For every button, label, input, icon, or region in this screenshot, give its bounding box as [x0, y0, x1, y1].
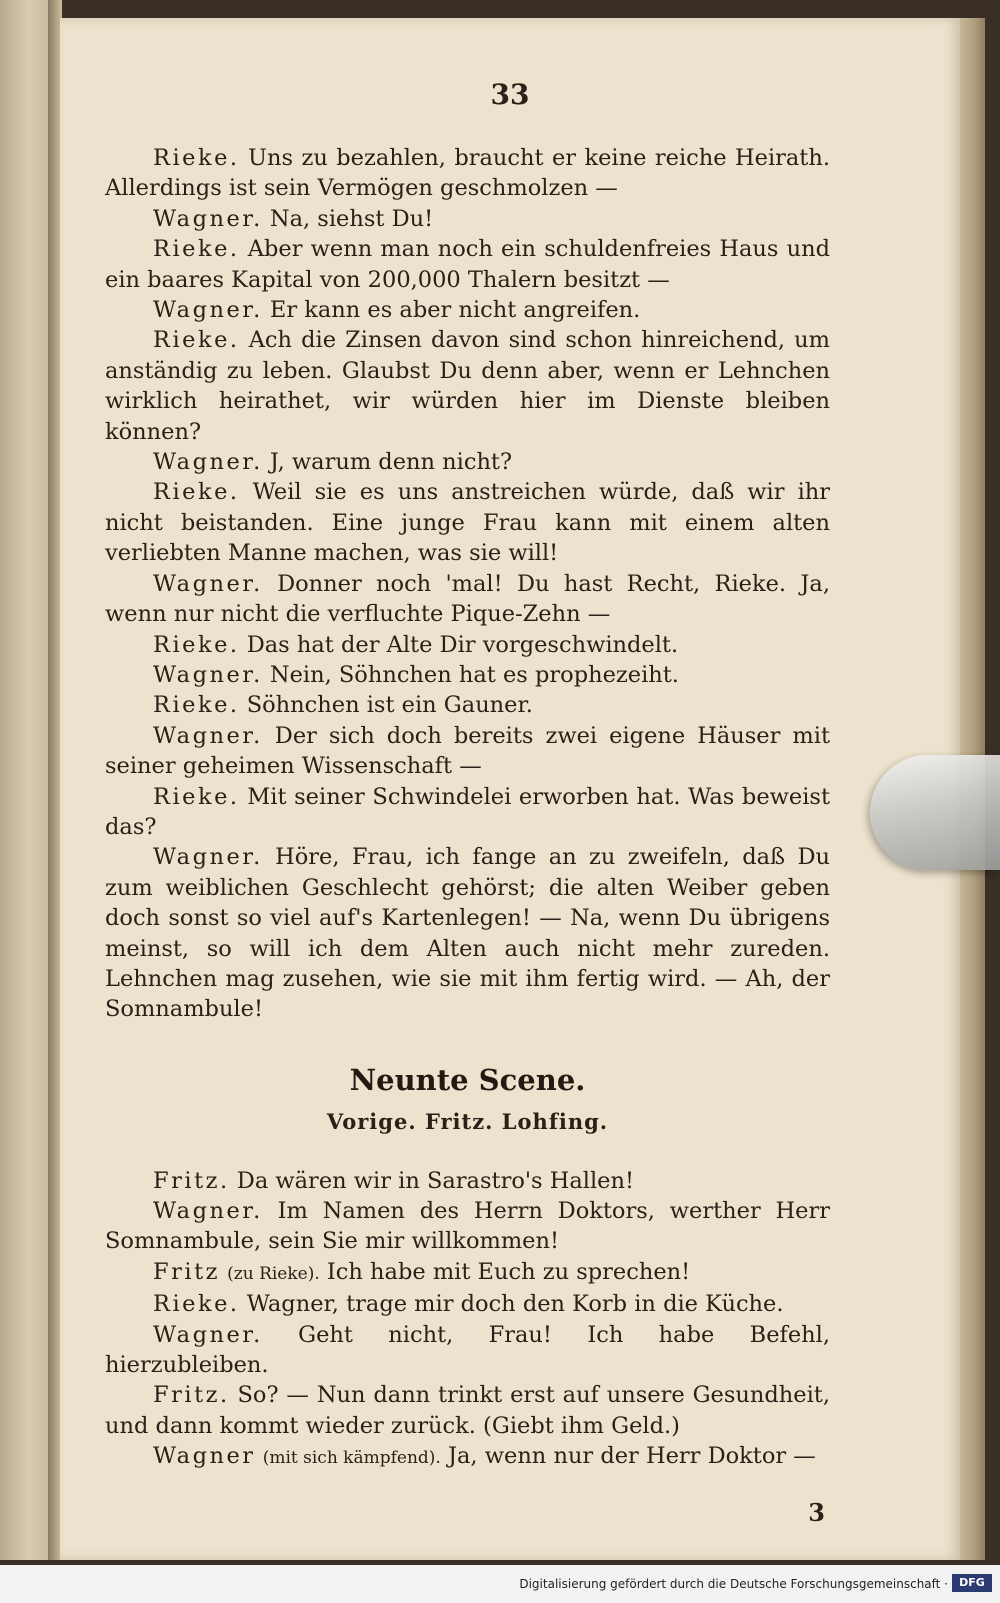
- dialogue-paragraph: [105, 1320, 830, 1381]
- footer-credit: Digitalisierung gefördert durch die Deutsche Forschungsgemeinschaft ·: [519, 1577, 948, 1591]
- dialogue-paragraph: [105, 447, 830, 477]
- speaker-name: Rieke.: [153, 631, 240, 658]
- digitization-footer: [0, 1565, 1000, 1603]
- dialogue-paragraph: [105, 690, 830, 720]
- speaker-name: Wagner.: [153, 449, 263, 476]
- scene-title: Neunte Scene.: [349, 1062, 586, 1097]
- dialogue-paragraph: [105, 1441, 830, 1473]
- speaker-name: Wagner.: [153, 661, 263, 688]
- dialogue-paragraph: [105, 660, 830, 690]
- speaker-name: Wagner.: [153, 844, 263, 871]
- dialogue-paragraph: [105, 721, 830, 782]
- dialogue-paragraph: [105, 782, 830, 843]
- book-page: [60, 18, 960, 1560]
- spoken-text: Ach die Zinsen davon sind schon hinreichend, um anständig zu leben. Glaubst Du denn aber, wenn er Lehnchen wirklich heirathet, wir würden hier im Dienste bleiben können?: [105, 327, 830, 445]
- spoken-text: Donner noch 'mal! Du hast Recht, Rieke. Ja, wenn nur nicht die verfluchte Pique-Zehn —: [105, 570, 830, 628]
- dialogue-paragraph: [105, 1289, 830, 1319]
- spoken-text: Weil sie es uns anstreichen würde, daß wir ihr nicht beistanden. Eine junge Frau kann mit einem alten verliebten Manne machen, was sie will!: [105, 479, 831, 567]
- spoken-text: Nein, Söhnchen hat es prophezeiht.: [269, 661, 679, 688]
- dialogue-paragraph: [105, 204, 830, 234]
- spoken-text: Das hat der Alte Dir vorgeschwindelt.: [246, 631, 679, 658]
- spoken-text: Geht nicht, Frau! Ich habe Befehl, hierzubleiben.: [105, 1321, 830, 1379]
- spoken-text: Er kann es aber nicht angreifen.: [269, 297, 641, 324]
- speaker-name: Rieke.: [153, 327, 240, 354]
- dialogue-paragraph: [105, 477, 830, 568]
- facing-page-edge: [0, 0, 48, 1560]
- speaker-name: Wagner: [153, 1443, 256, 1470]
- dialogue-paragraph: [105, 1196, 830, 1257]
- speaker-name: Rieke.: [153, 1291, 240, 1318]
- speaker-name: Rieke.: [153, 783, 240, 810]
- speaker-name: Fritz: [153, 1258, 220, 1285]
- spoken-text: Uns zu bezahlen, braucht er keine reiche Heirath. Allerdings ist sein Vermögen geschmolzen —: [105, 145, 830, 202]
- stage-direction: (mit sich kämpfend).: [262, 1448, 441, 1469]
- dialogue-paragraph: [105, 569, 830, 630]
- speaker-name: Rieke.: [153, 236, 240, 263]
- spoken-text: Da wären wir in Sarastro's Hallen!: [236, 1167, 635, 1194]
- dialogue-paragraph: [105, 1257, 830, 1289]
- speaker-name: Fritz.: [153, 1382, 230, 1409]
- spoken-text: Der sich doch bereits zwei eigene Häuser mit seiner geheimen Wissenschaft —: [105, 722, 830, 780]
- signature-mark: 3: [808, 1498, 825, 1527]
- stage-direction: (zu Rieke).: [227, 1263, 320, 1284]
- scene-persons: Vorige. Fritz. Lohfing.: [326, 1109, 609, 1135]
- dialogue-paragraph: [105, 234, 830, 295]
- dialogue-paragraph: [105, 842, 830, 1024]
- page-number: 33: [490, 78, 530, 111]
- speaker-name: Wagner.: [153, 297, 263, 324]
- speaker-name: Wagner.: [153, 722, 263, 749]
- spoken-text: Ja, wenn nur der Herr Doktor —: [448, 1443, 816, 1470]
- spoken-text: Söhnchen ist ein Gauner.: [246, 692, 533, 719]
- speaker-name: Rieke.: [153, 692, 240, 719]
- dialogue-paragraph: [105, 630, 830, 660]
- dialogue-paragraph: [105, 1166, 830, 1196]
- page-text: [105, 143, 830, 1474]
- spoken-text: J, warum denn nicht?: [269, 449, 513, 476]
- dialogue-paragraph: [105, 1380, 830, 1441]
- spoken-text: Höre, Frau, ich fange an zu zweifeln, daß Du zum weiblichen Geschlecht gehörst; die alten Weiber geben doch sonst so viel auf's Kartenlegen! — Na, wenn Du übrigens meinst, so will ich dem Alten auch nicht mehr zureden. Lehnchen mag zusehen, wie sie mit ihm fertig wird. — Ah, der Somnambule!: [105, 844, 830, 1023]
- page-clip: [870, 755, 1000, 870]
- speaker-name: Rieke.: [153, 145, 240, 171]
- speaker-name: Wagner.: [153, 1321, 263, 1348]
- spoken-text: Mit seiner Schwindelei erworben hat. Was beweist das?: [105, 783, 831, 840]
- dialogue-paragraph: [105, 143, 830, 204]
- spoken-text: Ich habe mit Euch zu sprechen!: [326, 1258, 691, 1285]
- scene-dialogue-block: [105, 1166, 830, 1474]
- speaker-name: Rieke.: [153, 479, 240, 506]
- dfg-logo-icon: DFG: [952, 1574, 992, 1592]
- dialogue-block: [105, 143, 830, 1025]
- spoken-text: Im Namen des Herrn Doktors, werther Herr Somnambule, sein Sie mir willkommen!: [105, 1198, 831, 1255]
- speaker-name: Fritz.: [153, 1167, 230, 1194]
- speaker-name: Wagner.: [153, 570, 263, 597]
- speaker-name: Wagner.: [153, 205, 263, 232]
- spoken-text: Wagner, trage mir doch den Korb in die Küche.: [246, 1291, 784, 1318]
- dialogue-paragraph: [105, 295, 830, 325]
- spoken-text: Na, siehst Du!: [269, 205, 434, 232]
- spoken-text: Aber wenn man noch ein schuldenfreies Haus und ein baares Kapital von 200,000 Thalern besitzt —: [105, 236, 830, 293]
- speaker-name: Wagner.: [153, 1198, 263, 1224]
- spoken-text: So? — Nun dann trinkt erst auf unsere Gesundheit, und dann kommt wieder zurück. (Giebt ihm Geld.): [105, 1382, 830, 1439]
- dialogue-paragraph: [105, 325, 830, 447]
